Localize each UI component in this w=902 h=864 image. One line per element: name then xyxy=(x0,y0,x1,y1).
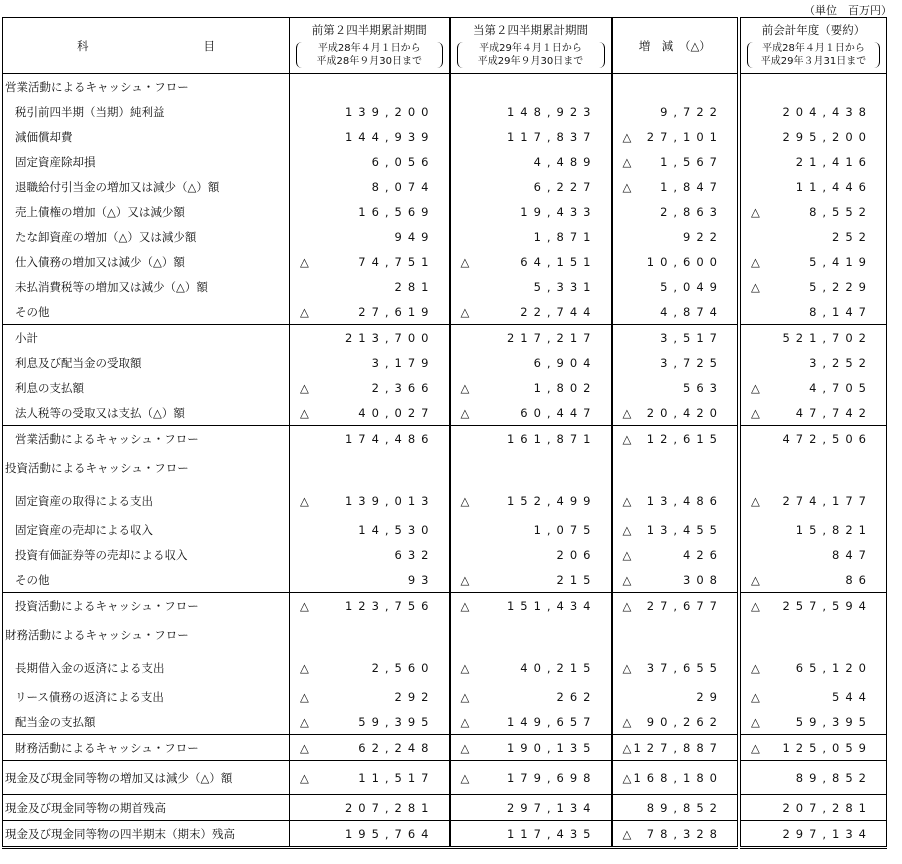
cell-prev: △ 59,395 xyxy=(290,709,450,735)
cell-prev: △ 74,751 xyxy=(290,249,450,274)
negative-mark: △ xyxy=(622,522,632,537)
cell-prev: △ 11,517 xyxy=(290,761,450,795)
cell-prev: 16,569 xyxy=(290,199,450,224)
cell-diff: 922 xyxy=(612,224,738,249)
negative-mark: △ xyxy=(300,493,309,508)
row-label: 営業活動によるキャッシュ・フロー xyxy=(3,74,290,100)
row-label: 利息及び配当金の受取額 xyxy=(3,350,290,375)
cell-fy: 11,446 xyxy=(741,174,887,199)
negative-mark: △ xyxy=(622,405,632,420)
table-row xyxy=(3,426,887,452)
cell-cur: △ 60,447 xyxy=(450,400,612,426)
header-label-col: 科 目 xyxy=(3,18,290,74)
table-row xyxy=(3,684,887,709)
cell-cur: △ 179,698 xyxy=(450,761,612,795)
row-label: 固定資産の取得による支出 xyxy=(3,484,290,517)
table-row xyxy=(3,651,887,684)
cell-prev: 14,530 xyxy=(290,517,450,542)
cash-flow-table xyxy=(2,17,887,849)
cell-cur: △ 64,151 xyxy=(450,249,612,274)
header-cur-to: 平成29年９月30日まで xyxy=(477,56,584,67)
cell-cur: △ 151,434 xyxy=(450,593,612,619)
negative-mark: △ xyxy=(300,689,309,704)
table-row xyxy=(3,821,887,848)
cell-fy: △ 59,395 xyxy=(741,709,887,735)
negative-mark: △ xyxy=(751,405,760,420)
cell-cur: 19,433 xyxy=(450,199,612,224)
negative-mark: △ xyxy=(460,254,470,269)
cell-cur: 117,435 xyxy=(450,821,612,848)
cell-cur: △ 215 xyxy=(450,567,612,593)
cell-fy: 521,702 xyxy=(741,325,887,351)
negative-mark: △ xyxy=(622,493,632,508)
table-row xyxy=(3,249,887,274)
cell-diff: △ 1,567 xyxy=(612,149,738,174)
row-label: 退職給付引当金の増加又は減少（△）額 xyxy=(3,174,290,199)
negative-mark: △ xyxy=(460,380,470,395)
unit-label: （単位 百万円） xyxy=(804,4,892,17)
cell-fy xyxy=(741,74,887,100)
cell-cur xyxy=(450,618,612,651)
row-label: 配当金の支払額 xyxy=(3,709,290,735)
cell-diff: △ 13,486 xyxy=(612,484,738,517)
header-cur xyxy=(450,18,612,74)
header-diff: 増 減 （△） xyxy=(612,18,738,74)
cell-diff: △ 13,455 xyxy=(612,517,738,542)
negative-mark: △ xyxy=(300,660,309,675)
cell-diff: △ 127,887 xyxy=(612,735,738,761)
cell-prev xyxy=(290,74,450,100)
header-prev-period xyxy=(296,42,443,68)
cell-fy: △ 274,177 xyxy=(741,484,887,517)
cell-fy: 21,416 xyxy=(741,149,887,174)
row-label: 財務活動によるキャッシュ・フロー xyxy=(3,735,290,761)
cell-diff: 9,722 xyxy=(612,99,738,124)
negative-mark: △ xyxy=(460,770,470,785)
negative-mark: △ xyxy=(622,179,632,194)
table-row xyxy=(3,795,887,821)
table-row xyxy=(3,325,887,351)
cell-cur: 148,923 xyxy=(450,99,612,124)
row-label: たな卸資産の増加（△）又は減少額 xyxy=(3,224,290,249)
header-prev-title: 前第２四半期累計期間 xyxy=(311,23,427,37)
cell-prev: △ 2,560 xyxy=(290,651,450,684)
cell-cur: 6,227 xyxy=(450,174,612,199)
table-row xyxy=(3,517,887,542)
negative-mark: △ xyxy=(622,770,632,785)
cell-prev: 949 xyxy=(290,224,450,249)
header-cur-from: 平成29年４月１日から xyxy=(479,43,582,54)
header-fy xyxy=(741,18,887,74)
cell-fy: △ 65,120 xyxy=(741,651,887,684)
negative-mark: △ xyxy=(751,714,760,729)
negative-mark: △ xyxy=(622,826,632,841)
row-label: 現金及び現金同等物の増加又は減少（△）額 xyxy=(3,761,290,795)
cell-fy: 15,821 xyxy=(741,517,887,542)
cell-prev: 281 xyxy=(290,274,450,299)
row-label: 利息の支払額 xyxy=(3,375,290,400)
cell-fy: 3,252 xyxy=(741,350,887,375)
cell-fy: 847 xyxy=(741,542,887,567)
negative-mark: △ xyxy=(300,740,309,755)
row-label: 財務活動によるキャッシュ・フロー xyxy=(3,618,290,651)
cell-diff: △ 78,328 xyxy=(612,821,738,848)
table-row xyxy=(3,350,887,375)
cell-prev: 8,074 xyxy=(290,174,450,199)
row-label: 売上債権の増加（△）又は減少額 xyxy=(3,199,290,224)
table-row xyxy=(3,299,887,325)
cell-diff xyxy=(612,451,738,484)
table-row xyxy=(3,542,887,567)
cell-fy: 207,281 xyxy=(741,795,887,821)
negative-mark: △ xyxy=(622,129,632,144)
negative-mark: △ xyxy=(751,279,760,294)
header-prev xyxy=(290,18,450,74)
cell-prev: 93 xyxy=(290,567,450,593)
cell-diff xyxy=(612,74,738,100)
cell-prev: 144,939 xyxy=(290,124,450,149)
row-label: その他 xyxy=(3,567,290,593)
cell-prev: △ 27,619 xyxy=(290,299,450,325)
cell-diff: 10,600 xyxy=(612,249,738,274)
cell-diff: △ 308 xyxy=(612,567,738,593)
negative-mark: △ xyxy=(751,598,760,613)
cell-cur: △ 22,744 xyxy=(450,299,612,325)
cell-diff: 3,725 xyxy=(612,350,738,375)
cell-diff xyxy=(612,618,738,651)
table-row xyxy=(3,274,887,299)
row-label: 現金及び現金同等物の四半期末（期末）残高 xyxy=(3,821,290,848)
cell-prev: 195,764 xyxy=(290,821,450,848)
table-row xyxy=(3,149,887,174)
cell-cur: △ 262 xyxy=(450,684,612,709)
cell-fy: 204,438 xyxy=(741,99,887,124)
negative-mark: △ xyxy=(622,660,632,675)
cell-cur: 217,217 xyxy=(450,325,612,351)
cell-prev: △ 292 xyxy=(290,684,450,709)
cell-diff: △ 12,615 xyxy=(612,426,738,452)
negative-mark: △ xyxy=(751,204,760,219)
cell-prev: 3,179 xyxy=(290,350,450,375)
row-label: 投資活動によるキャッシュ・フロー xyxy=(3,593,290,619)
cell-fy: △ 5,229 xyxy=(741,274,887,299)
row-label: 営業活動によるキャッシュ・フロー xyxy=(3,426,290,452)
cell-diff: △ 27,101 xyxy=(612,124,738,149)
negative-mark: △ xyxy=(751,380,760,395)
cell-fy: 89,852 xyxy=(741,761,887,795)
header-cur-title: 当第２四半期累計期間 xyxy=(473,23,588,37)
cell-diff: △ 20,420 xyxy=(612,400,738,426)
cell-cur: 1,871 xyxy=(450,224,612,249)
cell-diff: △ 426 xyxy=(612,542,738,567)
cell-diff: △ 168,180 xyxy=(612,761,738,795)
negative-mark: △ xyxy=(622,572,632,587)
cell-fy: △ 47,742 xyxy=(741,400,887,426)
cell-prev: 174,486 xyxy=(290,426,450,452)
negative-mark: △ xyxy=(460,405,470,420)
negative-mark: △ xyxy=(300,405,309,420)
table-row xyxy=(3,618,887,651)
table-row xyxy=(3,174,887,199)
cell-cur: 117,837 xyxy=(450,124,612,149)
cell-cur: 5,331 xyxy=(450,274,612,299)
cell-cur: △ 1,802 xyxy=(450,375,612,400)
cell-fy: 8,147 xyxy=(741,299,887,325)
cell-cur: △ 149,657 xyxy=(450,709,612,735)
negative-mark: △ xyxy=(460,493,470,508)
cell-fy: △ 86 xyxy=(741,567,887,593)
cell-prev: 6,056 xyxy=(290,149,450,174)
cell-cur: △ 152,499 xyxy=(450,484,612,517)
negative-mark: △ xyxy=(460,689,470,704)
cell-diff: 2,863 xyxy=(612,199,738,224)
cell-prev: 632 xyxy=(290,542,450,567)
cell-cur xyxy=(450,451,612,484)
negative-mark: △ xyxy=(460,572,470,587)
cell-cur: △ 40,215 xyxy=(450,651,612,684)
cell-fy: 295,200 xyxy=(741,124,887,149)
cell-fy: △ 8,552 xyxy=(741,199,887,224)
table-row xyxy=(3,735,887,761)
row-label: 税引前四半期（当期）純利益 xyxy=(3,99,290,124)
cell-fy: △ 125,059 xyxy=(741,735,887,761)
negative-mark: △ xyxy=(751,660,760,675)
table-row xyxy=(3,124,887,149)
negative-mark: △ xyxy=(300,304,309,319)
cell-prev: 139,200 xyxy=(290,99,450,124)
cell-prev: △ 62,248 xyxy=(290,735,450,761)
cell-cur: 297,134 xyxy=(450,795,612,821)
cell-prev: △ 40,027 xyxy=(290,400,450,426)
cell-diff: 5,049 xyxy=(612,274,738,299)
cell-cur: 6,904 xyxy=(450,350,612,375)
row-label: リース債務の返済による支出 xyxy=(3,684,290,709)
row-label: 現金及び現金同等物の期首残高 xyxy=(3,795,290,821)
cell-fy: △ 5,419 xyxy=(741,249,887,274)
negative-mark: △ xyxy=(622,714,632,729)
cell-diff: △ 27,677 xyxy=(612,593,738,619)
negative-mark: △ xyxy=(622,154,632,169)
cell-prev: △ 139,013 xyxy=(290,484,450,517)
header-cur-period xyxy=(457,42,605,68)
negative-mark: △ xyxy=(622,598,632,613)
negative-mark: △ xyxy=(300,770,309,785)
negative-mark: △ xyxy=(751,572,760,587)
cell-diff: △ 37,655 xyxy=(612,651,738,684)
cell-prev xyxy=(290,451,450,484)
negative-mark: △ xyxy=(622,431,632,446)
cell-fy: △ 257,594 xyxy=(741,593,887,619)
table-row xyxy=(3,375,887,400)
negative-mark: △ xyxy=(751,689,760,704)
cell-fy xyxy=(741,451,887,484)
negative-mark: △ xyxy=(460,740,470,755)
cell-fy: 472,506 xyxy=(741,426,887,452)
header-fy-period xyxy=(747,42,880,68)
negative-mark: △ xyxy=(751,493,760,508)
cell-diff: 4,874 xyxy=(612,299,738,325)
negative-mark: △ xyxy=(751,254,760,269)
cell-cur: 206 xyxy=(450,542,612,567)
row-label: 法人税等の受取又は支払（△）額 xyxy=(3,400,290,426)
row-label: 小計 xyxy=(3,325,290,351)
negative-mark: △ xyxy=(460,714,470,729)
cell-cur: 161,871 xyxy=(450,426,612,452)
negative-mark: △ xyxy=(622,740,632,755)
header-prev-from: 平成28年４月１日から xyxy=(317,43,421,54)
row-label: 減価償却費 xyxy=(3,124,290,149)
table-row xyxy=(3,74,887,100)
table-row xyxy=(3,99,887,124)
negative-mark: △ xyxy=(300,714,309,729)
table-row xyxy=(3,451,887,484)
row-label: 投資有価証券等の売却による収入 xyxy=(3,542,290,567)
table-row xyxy=(3,593,887,619)
cell-fy: △ 4,705 xyxy=(741,375,887,400)
cell-fy: △ 544 xyxy=(741,684,887,709)
cell-diff: △ 1,847 xyxy=(612,174,738,199)
table-row xyxy=(3,567,887,593)
header-fy-to: 平成29年３月31日まで xyxy=(760,56,867,67)
negative-mark: △ xyxy=(300,598,309,613)
cell-diff: 89,852 xyxy=(612,795,738,821)
cell-diff: 3,517 xyxy=(612,325,738,351)
negative-mark: △ xyxy=(300,380,309,395)
cell-cur: 4,489 xyxy=(450,149,612,174)
cell-prev xyxy=(290,618,450,651)
row-label: 長期借入金の返済による支出 xyxy=(3,651,290,684)
table-row xyxy=(3,199,887,224)
header-prev-to: 平成28年９月30日まで xyxy=(316,56,422,67)
cell-prev: 207,281 xyxy=(290,795,450,821)
negative-mark: △ xyxy=(460,660,470,675)
row-label: 固定資産除却損 xyxy=(3,149,290,174)
negative-mark: △ xyxy=(460,598,470,613)
cell-diff: 29 xyxy=(612,684,738,709)
cell-prev: △ 2,366 xyxy=(290,375,450,400)
table-body xyxy=(3,74,887,848)
table-row xyxy=(3,761,887,795)
header-fy-title: 前会計年度（要約） xyxy=(761,23,866,37)
table-row xyxy=(3,400,887,426)
cell-diff: 563 xyxy=(612,375,738,400)
header-fy-from: 平成28年４月１日から xyxy=(762,43,865,54)
negative-mark: △ xyxy=(300,254,309,269)
table-header xyxy=(3,18,887,74)
cell-cur: 1,075 xyxy=(450,517,612,542)
cell-diff: △ 90,262 xyxy=(612,709,738,735)
cell-prev: 213,700 xyxy=(290,325,450,351)
table-row xyxy=(3,484,887,517)
row-label: 投資活動によるキャッシュ・フロー xyxy=(3,451,290,484)
cell-fy: 297,134 xyxy=(741,821,887,848)
negative-mark: △ xyxy=(751,740,760,755)
row-label: 未払消費税等の増加又は減少（△）額 xyxy=(3,274,290,299)
cell-cur xyxy=(450,74,612,100)
negative-mark: △ xyxy=(460,304,470,319)
negative-mark: △ xyxy=(622,547,632,562)
table-row xyxy=(3,224,887,249)
cell-fy xyxy=(741,618,887,651)
cell-cur: △ 190,135 xyxy=(450,735,612,761)
table-row xyxy=(3,709,887,735)
row-label: 仕入債務の増加又は減少（△）額 xyxy=(3,249,290,274)
row-label: 固定資産の売却による収入 xyxy=(3,517,290,542)
cell-prev: △ 123,756 xyxy=(290,593,450,619)
cell-fy: 252 xyxy=(741,224,887,249)
row-label: その他 xyxy=(3,299,290,325)
